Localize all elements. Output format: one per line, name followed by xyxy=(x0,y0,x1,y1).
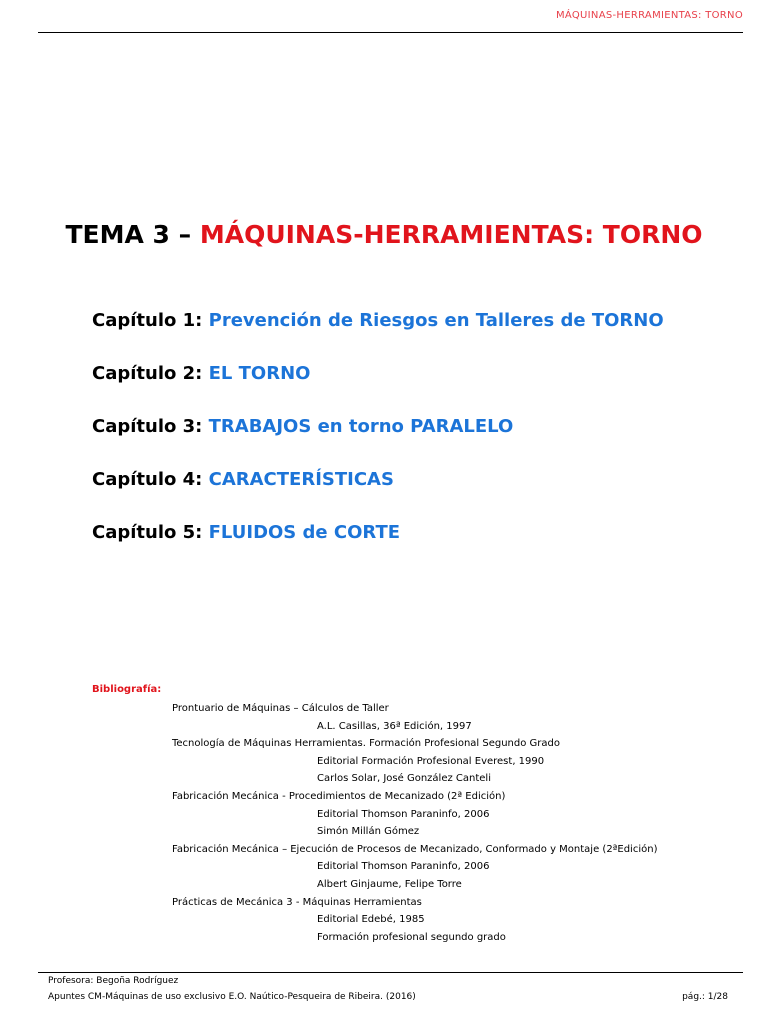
chapter-title: EL TORNO xyxy=(208,363,311,384)
bibliography-detail: A.L. Casillas, 36ª Edición, 1997 xyxy=(317,720,472,732)
footer-author: Profesora: Begoña Rodríguez xyxy=(48,976,179,986)
chapter-title: CARACTERÍSTICAS xyxy=(208,469,394,490)
bibliography-detail: Editorial Thomson Paraninfo, 2006 xyxy=(317,861,490,873)
title-main: MÁQUINAS-HERRAMIENTAS: TORNO xyxy=(199,220,703,249)
chapter-item xyxy=(92,363,664,416)
bibliography-detail: Albert Ginjaume, Felipe Torre xyxy=(317,878,462,890)
chapter-list xyxy=(92,310,664,575)
bibliography-list xyxy=(0,703,768,949)
bibliography-detail: Carlos Solar, José González Canteli xyxy=(317,773,491,785)
title-prefix: TEMA 3 – xyxy=(65,220,200,249)
bibliography-title: Prontuario de Máquinas – Cálculos de Taller xyxy=(172,703,389,714)
chapter-label: Capítulo 5: xyxy=(92,522,209,543)
footer-notice: Apuntes CM-Máquinas de uso exclusivo E.O. Naútico-Pesqueira de Ribeira. (2016) xyxy=(48,992,416,1002)
chapter-label: Capítulo 2: xyxy=(92,363,209,384)
chapter-label: Capítulo 1: xyxy=(92,310,209,331)
running-header: MÁQUINAS-HERRAMIENTAS: TORNO xyxy=(555,10,743,21)
chapter-item xyxy=(92,522,664,575)
page-number: pág.: 1/28 xyxy=(682,992,728,1002)
chapter-item xyxy=(92,416,664,469)
chapter-item xyxy=(92,469,664,522)
bibliography-title: Fabricación Mecánica - Procedimientos de Mecanizado (2ª Edición) xyxy=(172,790,506,802)
bibliography-detail: Editorial Edebé, 1985 xyxy=(317,914,425,926)
footer-rule xyxy=(38,972,743,973)
bibliography-title: Fabricación Mecánica – Ejecución de Procesos de Mecanizado, Conformado y Montaje (2ªEdición) xyxy=(172,843,658,855)
page-title xyxy=(0,220,768,249)
bibliography-detail: Editorial Formación Profesional Everest, 1990 xyxy=(317,755,545,767)
header-rule xyxy=(38,32,743,33)
bibliography-detail: Formación profesional segundo grado xyxy=(317,931,506,943)
bibliography-title: Tecnología de Máquinas Herramientas. Formación Profesional Segundo Grado xyxy=(172,738,560,750)
chapter-title: TRABAJOS en torno PARALELO xyxy=(208,416,514,437)
bibliography-detail: Simón Millán Gómez xyxy=(317,826,420,838)
chapter-title: Prevención de Riesgos en Talleres de TORNO xyxy=(208,310,664,331)
bibliography-heading: Bibliografía: xyxy=(92,684,162,695)
chapter-label: Capítulo 4: xyxy=(92,469,209,490)
chapter-title: FLUIDOS de CORTE xyxy=(208,522,401,543)
chapter-item xyxy=(92,310,664,363)
bibliography-title: Prácticas de Mecánica 3 - Máquinas Herramientas xyxy=(172,896,422,908)
bibliography-detail: Editorial Thomson Paraninfo, 2006 xyxy=(317,808,490,820)
chapter-label: Capítulo 3: xyxy=(92,416,209,437)
